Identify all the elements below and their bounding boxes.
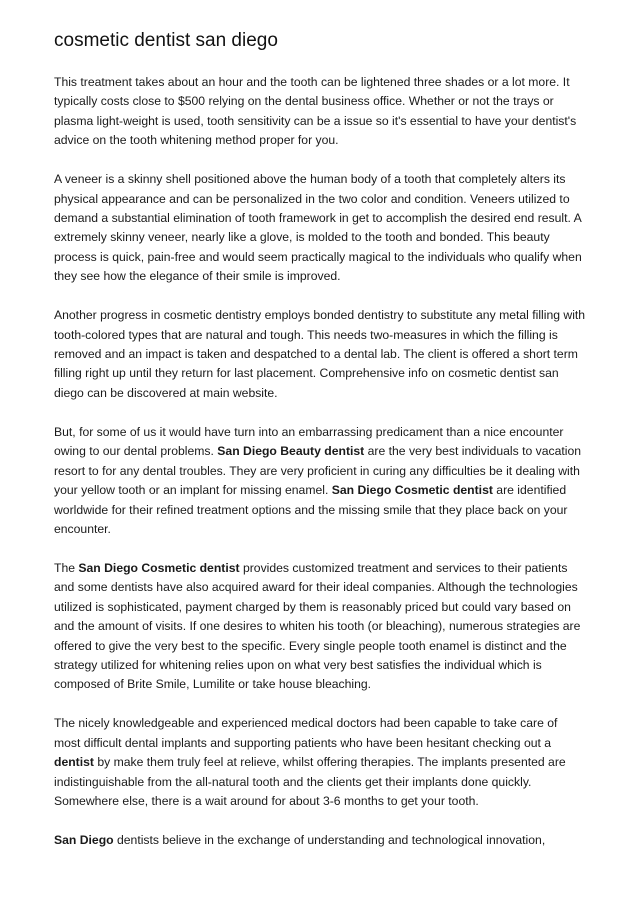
bold-text: San Diego Cosmetic dentist — [78, 560, 240, 575]
paragraph-text: provides customized treatment and services to their patients and some dentists have also acquired award for their ideal companies. Although the technologies utilized is sophisticated, payment charged by them is reasonably priced but could vary based on and the amount of visits. If one desires to whiten his tooth (or bleaching), numerous strategies are offered to give the very best to the specific. Every single people tooth enamel is distinct and the strategy utilized for whitening relies upon on what very best satisfies the individual which is composed of Brite Smile, Lumilite or take house bleaching. — [54, 560, 581, 692]
paragraph-text: by make them truly feel at relieve, whilst offering therapies. The implants presented are indistinguishable from the all-natural tooth and the clients get their implants done quickly. Somewhere else, there is a wait around for about 3-6 months to get your tooth. — [54, 755, 566, 808]
paragraph — [54, 714, 586, 811]
paragraph — [54, 170, 586, 286]
document-title: cosmetic dentist san diego — [54, 30, 278, 51]
paragraph-text: Another progress in cosmetic dentistry employs bonded dentistry to substitute any metal filling with tooth-colored types that are natural and tough. This needs two-measures in which the filling is removed and an impact is taken and despatched to a dental lab. The client is offered a short term filling right up until they return for last placement. Comprehensive info on cosmetic dentist san diego can be discovered at main website. — [54, 308, 586, 400]
paragraph — [54, 423, 586, 539]
bold-text: San Diego Cosmetic dentist — [331, 483, 493, 498]
paragraph-text: But, for some of us it would have turn into an embarrassing predicament than a nice encounter owing to our dental problems. — [54, 424, 564, 459]
bold-text: San Diego — [54, 832, 114, 847]
document-body — [54, 73, 586, 850]
paragraph — [54, 831, 586, 850]
paragraph-text: dentists believe in the exchange of understanding and technological innovation, — [113, 832, 546, 847]
paragraph-text: are identified worldwide for their refined treatment options and the missing smile that they place back on your encounter. — [54, 483, 568, 536]
bold-text: San Diego Beauty dentist — [217, 444, 365, 459]
paragraph-text: are the very best individuals to vacation resort to for any dental troubles. They are very proficient in curing any difficulties be it dealing with your yellow tooth or an implant for missing enamel. — [54, 444, 582, 498]
paragraph-text: A veneer is a skinny shell positioned above the human body of a tooth that completely alters its physical appearance and can be personalized in the two color and condition. Veneers utilized to demand a substantial elimination of tooth framework in get to accomplish the desired end result. A extremely skinny veneer, nearly like a glove, is molded to the tooth and bonded. This beauty process is quick, pain-free and would seem practically magical to the individuals who qualify when they see how the elegance of their smile is improved. — [54, 172, 582, 284]
paragraph — [54, 559, 586, 695]
bold-text: dentist — [54, 755, 94, 770]
paragraph — [54, 73, 586, 151]
paragraph-text: The — [54, 560, 79, 575]
document-page — [54, 28, 586, 870]
paragraph-text: This treatment takes about an hour and the tooth can be lightened three shades or a lot more. It typically costs close to $500 relying on the dental business office. Whether or not the trays or plasma light-weight is used, tooth sensitivity can be a issue so it's essential to have your dentist's advice on the tooth whitening method proper for you. — [54, 75, 577, 148]
paragraph-text: The nicely knowledgeable and experienced medical doctors had been capable to take care of most difficult dental implants and supporting patients who have been hesitant checking out a — [54, 716, 558, 750]
paragraph — [54, 306, 586, 403]
